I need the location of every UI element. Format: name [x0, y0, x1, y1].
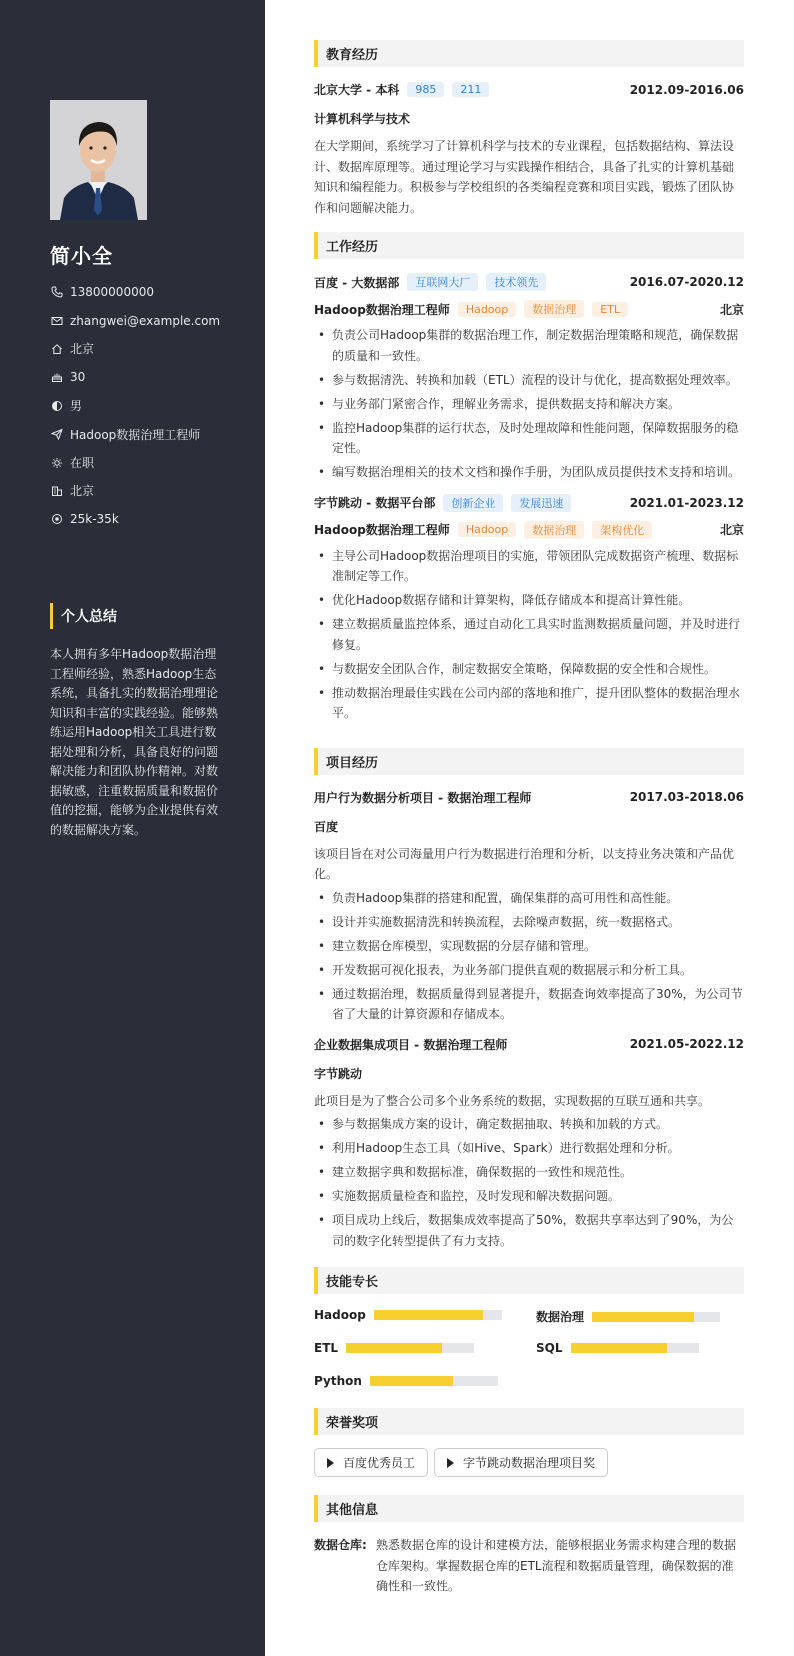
contact-home [50, 335, 220, 363]
job-company: 字节跳动 - 数据平台部 [314, 496, 436, 510]
home-icon [50, 342, 64, 356]
job-header [314, 273, 744, 291]
project-org: 字节跳动 [314, 1066, 363, 1081]
skill-name: 数据治理 [536, 1310, 585, 1324]
skill-bar [374, 1310, 502, 1320]
project-org: 百度 [314, 819, 339, 834]
award-chip[interactable] [434, 1448, 608, 1477]
salary-icon [50, 512, 64, 526]
role-tag: Hadoop [458, 302, 516, 317]
avatar-photo [50, 100, 147, 220]
skill-name: Hadoop [314, 1308, 366, 1322]
awards-list [314, 1448, 744, 1477]
contact-city [50, 477, 220, 505]
job-entry [314, 273, 744, 483]
project-bullets [314, 888, 744, 1025]
job-role: Hadoop数据治理工程师 [314, 302, 450, 317]
education-period: 2012.09-2016.06 [629, 82, 744, 97]
contact-position-value: Hadoop数据治理工程师 [70, 427, 201, 442]
project-desc: 此项目是为了整合公司多个业务系统的数据，实现数据的互联互通和共享。 [314, 1093, 711, 1108]
other-label: 数据仓库: [314, 1538, 367, 1552]
role-tag: Hadoop [458, 522, 516, 537]
education-major: 计算机科学与技术 [314, 112, 411, 126]
role-tag: 数据治理 [524, 521, 584, 539]
job-period: 2021.01-2023.12 [629, 495, 744, 510]
profile-name: 简小全 [50, 244, 113, 268]
job-bullet: • 与业务部门紧密合作，理解业务需求，提供数据支持和解决方案。 [314, 394, 744, 415]
skill-fill [346, 1343, 442, 1353]
skills-grid [314, 1308, 744, 1408]
main-content [314, 40, 744, 1597]
awards-section-title: 荣誉奖项 [314, 1408, 744, 1435]
job-header [314, 494, 744, 512]
project-name: 用户行为数据分析项目 - 数据治理工程师 [314, 790, 532, 805]
skill-bar [370, 1376, 498, 1386]
skill-item [536, 1308, 720, 1325]
other-entry [314, 1535, 744, 1597]
project-bullet: • 参与数据集成方案的设计，确定数据抽取、转换和加载的方式。 [314, 1114, 744, 1135]
phone-icon [50, 285, 64, 299]
project-name: 企业数据集成项目 - 数据治理工程师 [314, 1037, 508, 1052]
job-company: 百度 - 大数据部 [314, 275, 400, 290]
education-section-title: 教育经历 [314, 40, 744, 67]
contact-list [50, 278, 220, 534]
award-chip[interactable] [314, 1448, 428, 1477]
project-period: 2021.05-2022.12 [629, 1037, 744, 1051]
contact-age-value: 30 [70, 370, 86, 385]
projects-section-title: 项目经历 [314, 748, 744, 775]
skill-item [314, 1308, 502, 1322]
mail-icon [50, 314, 64, 328]
skill-bar [592, 1312, 720, 1322]
project-bullet: • 实施数据质量检查和监控，及时发现和解决数据问题。 [314, 1186, 744, 1207]
project-bullet: • 项目成功上线后，数据集成效率提高了50%，数据共享率达到了90%，为公司的数字化转型提供了有力支持。 [314, 1210, 744, 1251]
contact-gender [50, 392, 220, 420]
skill-name: ETL [314, 1341, 339, 1355]
project-bullets [314, 1114, 744, 1251]
job-role: Hadoop数据治理工程师 [314, 523, 450, 537]
skill-bar [346, 1343, 474, 1353]
role-tag: 架构优化 [592, 521, 652, 539]
job-entry [314, 494, 744, 724]
job-bullet: • 与数据安全团队合作，制定数据安全策略，保障数据的安全性和合规性。 [314, 659, 744, 680]
job-bullets [314, 325, 744, 483]
sidebar [0, 0, 265, 1656]
skill-name: SQL [536, 1341, 563, 1355]
job-bullet: • 监控Hadoop集群的运行状态，及时处理故障和性能问题，保障数据服务的稳定性。 [314, 418, 744, 459]
skill-fill [571, 1343, 667, 1353]
project-entry [314, 789, 744, 1025]
job-city: 北京 [719, 302, 744, 317]
project-bullet: • 负责Hadoop集群的搭建和配置，确保集群的高可用性和高性能。 [314, 888, 744, 909]
summary-title: 个人总结 [50, 603, 117, 629]
contact-position [50, 420, 220, 448]
project-bullet: • 建立数据仓库模型，实现数据的分层存储和管理。 [314, 936, 744, 957]
job-bullet: • 优化Hadoop数据存储和计算架构，降低存储成本和提高计算性能。 [314, 590, 744, 611]
award-label: 百度优秀员工 [343, 1456, 416, 1470]
job-bullet: • 推动数据治理最佳实践在公司内部的落地和推广，提升团队整体的数据治理水平。 [314, 683, 744, 724]
contact-gender-value: 男 [70, 399, 83, 414]
company-tag: 技术领先 [486, 273, 546, 291]
contact-status-value: 在职 [70, 456, 95, 471]
job-role-row [314, 300, 744, 318]
job-city: 北京 [719, 523, 744, 537]
contact-age [50, 363, 220, 391]
job-bullet: • 主导公司Hadoop数据治理项目的实施，带领团队完成数据资产梳理、数据标准制定等工作。 [314, 546, 744, 587]
company-tag: 互联网大厂 [407, 273, 478, 291]
contact-salary [50, 505, 220, 533]
contact-phone-value: 13800000000 [70, 285, 154, 300]
company-tag: 创新企业 [443, 494, 503, 512]
education-header [314, 81, 744, 98]
contact-salary-value: 25k-35k [70, 512, 119, 527]
work-section-title: 工作经历 [314, 232, 744, 259]
role-tag: 数据治理 [524, 300, 584, 318]
job-bullets [314, 546, 744, 724]
skill-fill [370, 1376, 453, 1386]
skill-item [536, 1341, 699, 1355]
other-section-title: 其他信息 [314, 1495, 744, 1522]
education-tag: 211 [452, 82, 489, 97]
skill-item [314, 1374, 498, 1388]
gender-icon [50, 399, 64, 413]
project-bullet: • 利用Hadoop生态工具（如Hive、Spark）进行数据处理和分析。 [314, 1138, 744, 1159]
contact-email [50, 306, 220, 334]
summary-text: 本人拥有多年Hadoop数据治理工程师经验，熟悉Hadoop生态系统，具备扎实的数据治理理论知识和丰富的实践经验。能够熟练运用Hadoop相关工具进行数据处理和分析，具备良好的问题解决能力和团队协作精神。对数据敏感，注重数据质量和数据价值的挖掘，能够为企业提供有效的数据解决方案。 [50, 647, 219, 837]
play-icon [327, 1458, 334, 1468]
project-bullet: • 建立数据字典和数据标准，确保数据的一致性和规范性。 [314, 1162, 744, 1183]
skill-fill [374, 1310, 483, 1320]
award-label: 字节跳动数据治理项目奖 [463, 1456, 596, 1470]
skills-section-title: 技能专长 [314, 1267, 744, 1294]
contact-status [50, 448, 220, 476]
skill-bar [571, 1343, 699, 1353]
education-tag: 985 [407, 82, 444, 97]
status-icon [50, 456, 64, 470]
play-icon [447, 1458, 454, 1468]
send-icon [50, 427, 64, 441]
project-bullet: • 设计并实施数据清洗和转换流程，去除噪声数据，统一数据格式。 [314, 912, 744, 933]
job-bullet: • 建立数据质量监控体系，通过自动化工具实时监测数据质量问题，并及时进行修复。 [314, 614, 744, 655]
other-value: 熟悉数据仓库的设计和建模方法，能够根据业务需求构建合理的数据仓库架构。掌握数据仓库的ETL流程和数据质量管理，确保数据的准确性和一致性。 [376, 1538, 737, 1593]
skill-item [314, 1341, 474, 1355]
job-bullet: • 负责公司Hadoop集群的数据治理工作，制定数据治理策略和规范，确保数据的质量和一致性。 [314, 325, 744, 366]
role-tag: ETL [592, 302, 628, 317]
project-entry [314, 1036, 744, 1252]
education-desc: 在大学期间，系统学习了计算机科学与技术的专业课程，包括数据结构、算法设计、数据库原理等。通过理论学习与实践操作相结合，具备了扎实的计算机基础知识和编程能力。积极参与学校组织的各类编程竞赛和项目实践，锻炼了团队协作和问题解决能力。 [314, 139, 735, 215]
project-bullet: • 通过数据治理，数据质量得到显著提升，数据查询效率提高了30%，为公司节省了大量的计算资源和存储成本。 [314, 984, 744, 1025]
contact-email-value: zhangwei@example.com [70, 313, 221, 328]
project-header [314, 1036, 744, 1053]
skill-fill [592, 1312, 694, 1322]
job-period: 2016.07-2020.12 [629, 275, 744, 289]
project-bullet: • 开发数据可视化报表，为业务部门提供直观的数据展示和分析工具。 [314, 960, 744, 981]
building-icon [50, 484, 64, 498]
project-header [314, 789, 744, 806]
job-bullet: • 参与数据清洗、转换和加载（ETL）流程的设计与优化，提高数据处理效率。 [314, 370, 744, 391]
education-school: 北京大学 - 本科 [314, 83, 400, 97]
contact-city-value: 北京 [70, 484, 95, 499]
contact-phone [50, 278, 220, 306]
contact-home-value: 北京 [70, 342, 95, 357]
skill-name: Python [314, 1374, 362, 1388]
job-bullet: • 编写数据治理相关的技术文档和操作手册，为团队成员提供技术支持和培训。 [314, 462, 744, 483]
project-period: 2017.03-2018.06 [629, 790, 744, 804]
job-role-row [314, 521, 744, 539]
company-tag: 发展迅速 [511, 494, 571, 512]
project-desc: 该项目旨在对公司海量用户行为数据进行治理和分析，以支持业务决策和产品优化。 [314, 846, 735, 881]
cake-icon [50, 370, 64, 384]
